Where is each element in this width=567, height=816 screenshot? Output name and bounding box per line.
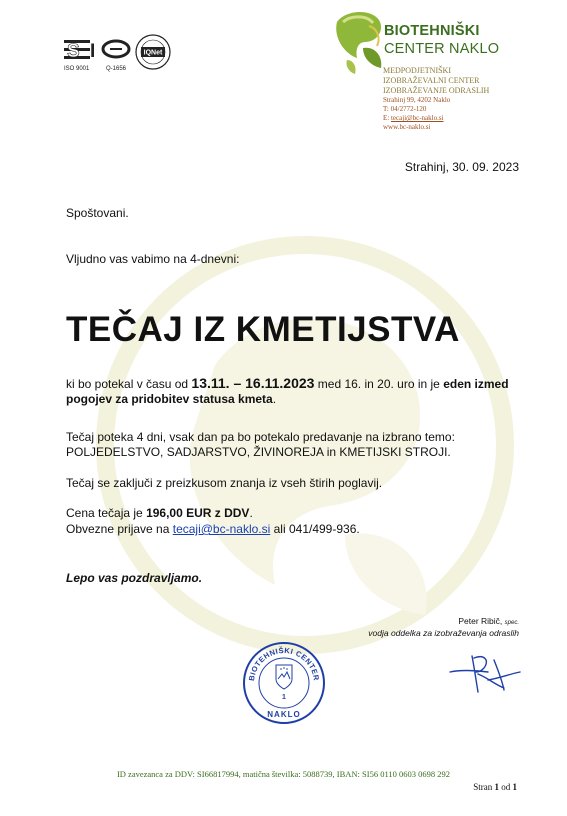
certificate-code: Q-1656 xyxy=(106,66,127,72)
price-text-b: . xyxy=(249,506,253,520)
paragraph-topics-1: Tečaj poteka 4 dni, vsak dan pa bo potekalo predavanje na izbrano temo: xyxy=(66,430,455,444)
paragraph-topics-2: POLJEDELSTVO, SADJARSTVO, ŽIVINOREJA in KMETIJSKI STROJI. xyxy=(66,445,451,459)
org-phone: T: 04/2772-120 xyxy=(383,105,427,113)
org-sub-line1: MEDPODJETNIŠKI xyxy=(383,66,451,75)
stamp-arc-text: BIOTEHNIŠKI CENTER xyxy=(246,645,322,682)
official-stamp xyxy=(242,641,326,725)
org-email-line xyxy=(383,114,444,122)
p1-bold-1: eden izmed xyxy=(443,377,509,391)
paragraph-exam: Tečaj se zaključi z preizkusom znanja iz vseh štirih poglavij. xyxy=(66,476,383,490)
stamp-number: 1 xyxy=(282,694,286,701)
p1-bold-2: pogojev za pridobitev statusa kmeta xyxy=(66,392,273,406)
place-date: Strahinj, 30. 09. 2023 xyxy=(404,160,519,174)
page-current: 1 xyxy=(494,782,499,792)
footer-company-ids: ID zavezanca za DDV: SI66817994, matična številka: 5088739, IBAN: SI56 0110 0603 0698 292 xyxy=(116,769,451,779)
siq-certification-logo xyxy=(64,38,132,66)
paragraph-price xyxy=(66,506,253,521)
org-address: Strahinj 99, 4202 Naklo xyxy=(383,96,451,104)
p1-text-a: ki bo potekal v času od xyxy=(66,377,192,391)
page-number xyxy=(473,782,517,792)
closing: Lepo vas pozdravljamo. xyxy=(66,571,203,585)
biotehniski-center-leaf-logo xyxy=(333,8,388,76)
p1-text-b: med 16. in 20. uro in je xyxy=(314,377,444,391)
paragraph-dates xyxy=(66,376,526,407)
svg-text:IQNet: IQNet xyxy=(143,49,163,57)
p1-text-c: . xyxy=(272,392,277,406)
page-prefix: Stran xyxy=(473,782,495,792)
org-name-line2: CENTER NAKLO xyxy=(384,41,500,57)
price-text-a: Cena tečaja je xyxy=(66,506,147,520)
signatory-suffix: spec. xyxy=(504,620,519,626)
svg-text:I: I xyxy=(90,41,96,62)
registration-text-a: Obvezne prijave na xyxy=(66,522,173,536)
org-website[interactable]: www.bc-naklo.si xyxy=(383,123,431,131)
registration-email-link[interactable]: tecaji@bc-naklo.si xyxy=(172,522,271,536)
svg-text:S: S xyxy=(67,41,80,62)
page-total: 1 xyxy=(512,782,517,792)
stamp-bottom-text: NAKLO xyxy=(267,710,301,719)
org-sub-line2: IZOBRAŽEVALNI CENTER xyxy=(383,76,480,85)
course-price: 196,00 EUR z DDV xyxy=(146,506,250,520)
signatory-role: vodja oddelka za izobraževanja odraslih xyxy=(368,628,519,638)
email-prefix: E: xyxy=(383,114,391,122)
iso-label: ISO 9001 xyxy=(64,66,90,72)
page-mid: od xyxy=(499,782,513,792)
handwritten-signature xyxy=(444,650,524,694)
course-title: TEČAJ IZ KMETIJSTVA xyxy=(66,310,460,349)
org-name-line1: BIOTEHNIŠKI xyxy=(384,23,480,39)
signatory-name xyxy=(458,616,519,626)
paragraph-registration xyxy=(66,522,360,537)
intro-text: Vljudno vas vabimo na 4-dnevni: xyxy=(66,252,240,266)
course-dates: 13.11. – 16.11.2023 xyxy=(191,375,315,391)
org-email-link[interactable]: tecaji@bc-naklo.si xyxy=(390,114,444,122)
org-sub-line3: IZOBRAŽEVANJE ODRASLIH xyxy=(383,86,490,95)
iqnet-certification-logo xyxy=(135,34,171,70)
signatory-name-text: Peter Ribič, xyxy=(458,616,503,626)
salutation: Spoštovani. xyxy=(66,206,129,220)
registration-text-b: ali 041/499-936. xyxy=(270,522,360,536)
